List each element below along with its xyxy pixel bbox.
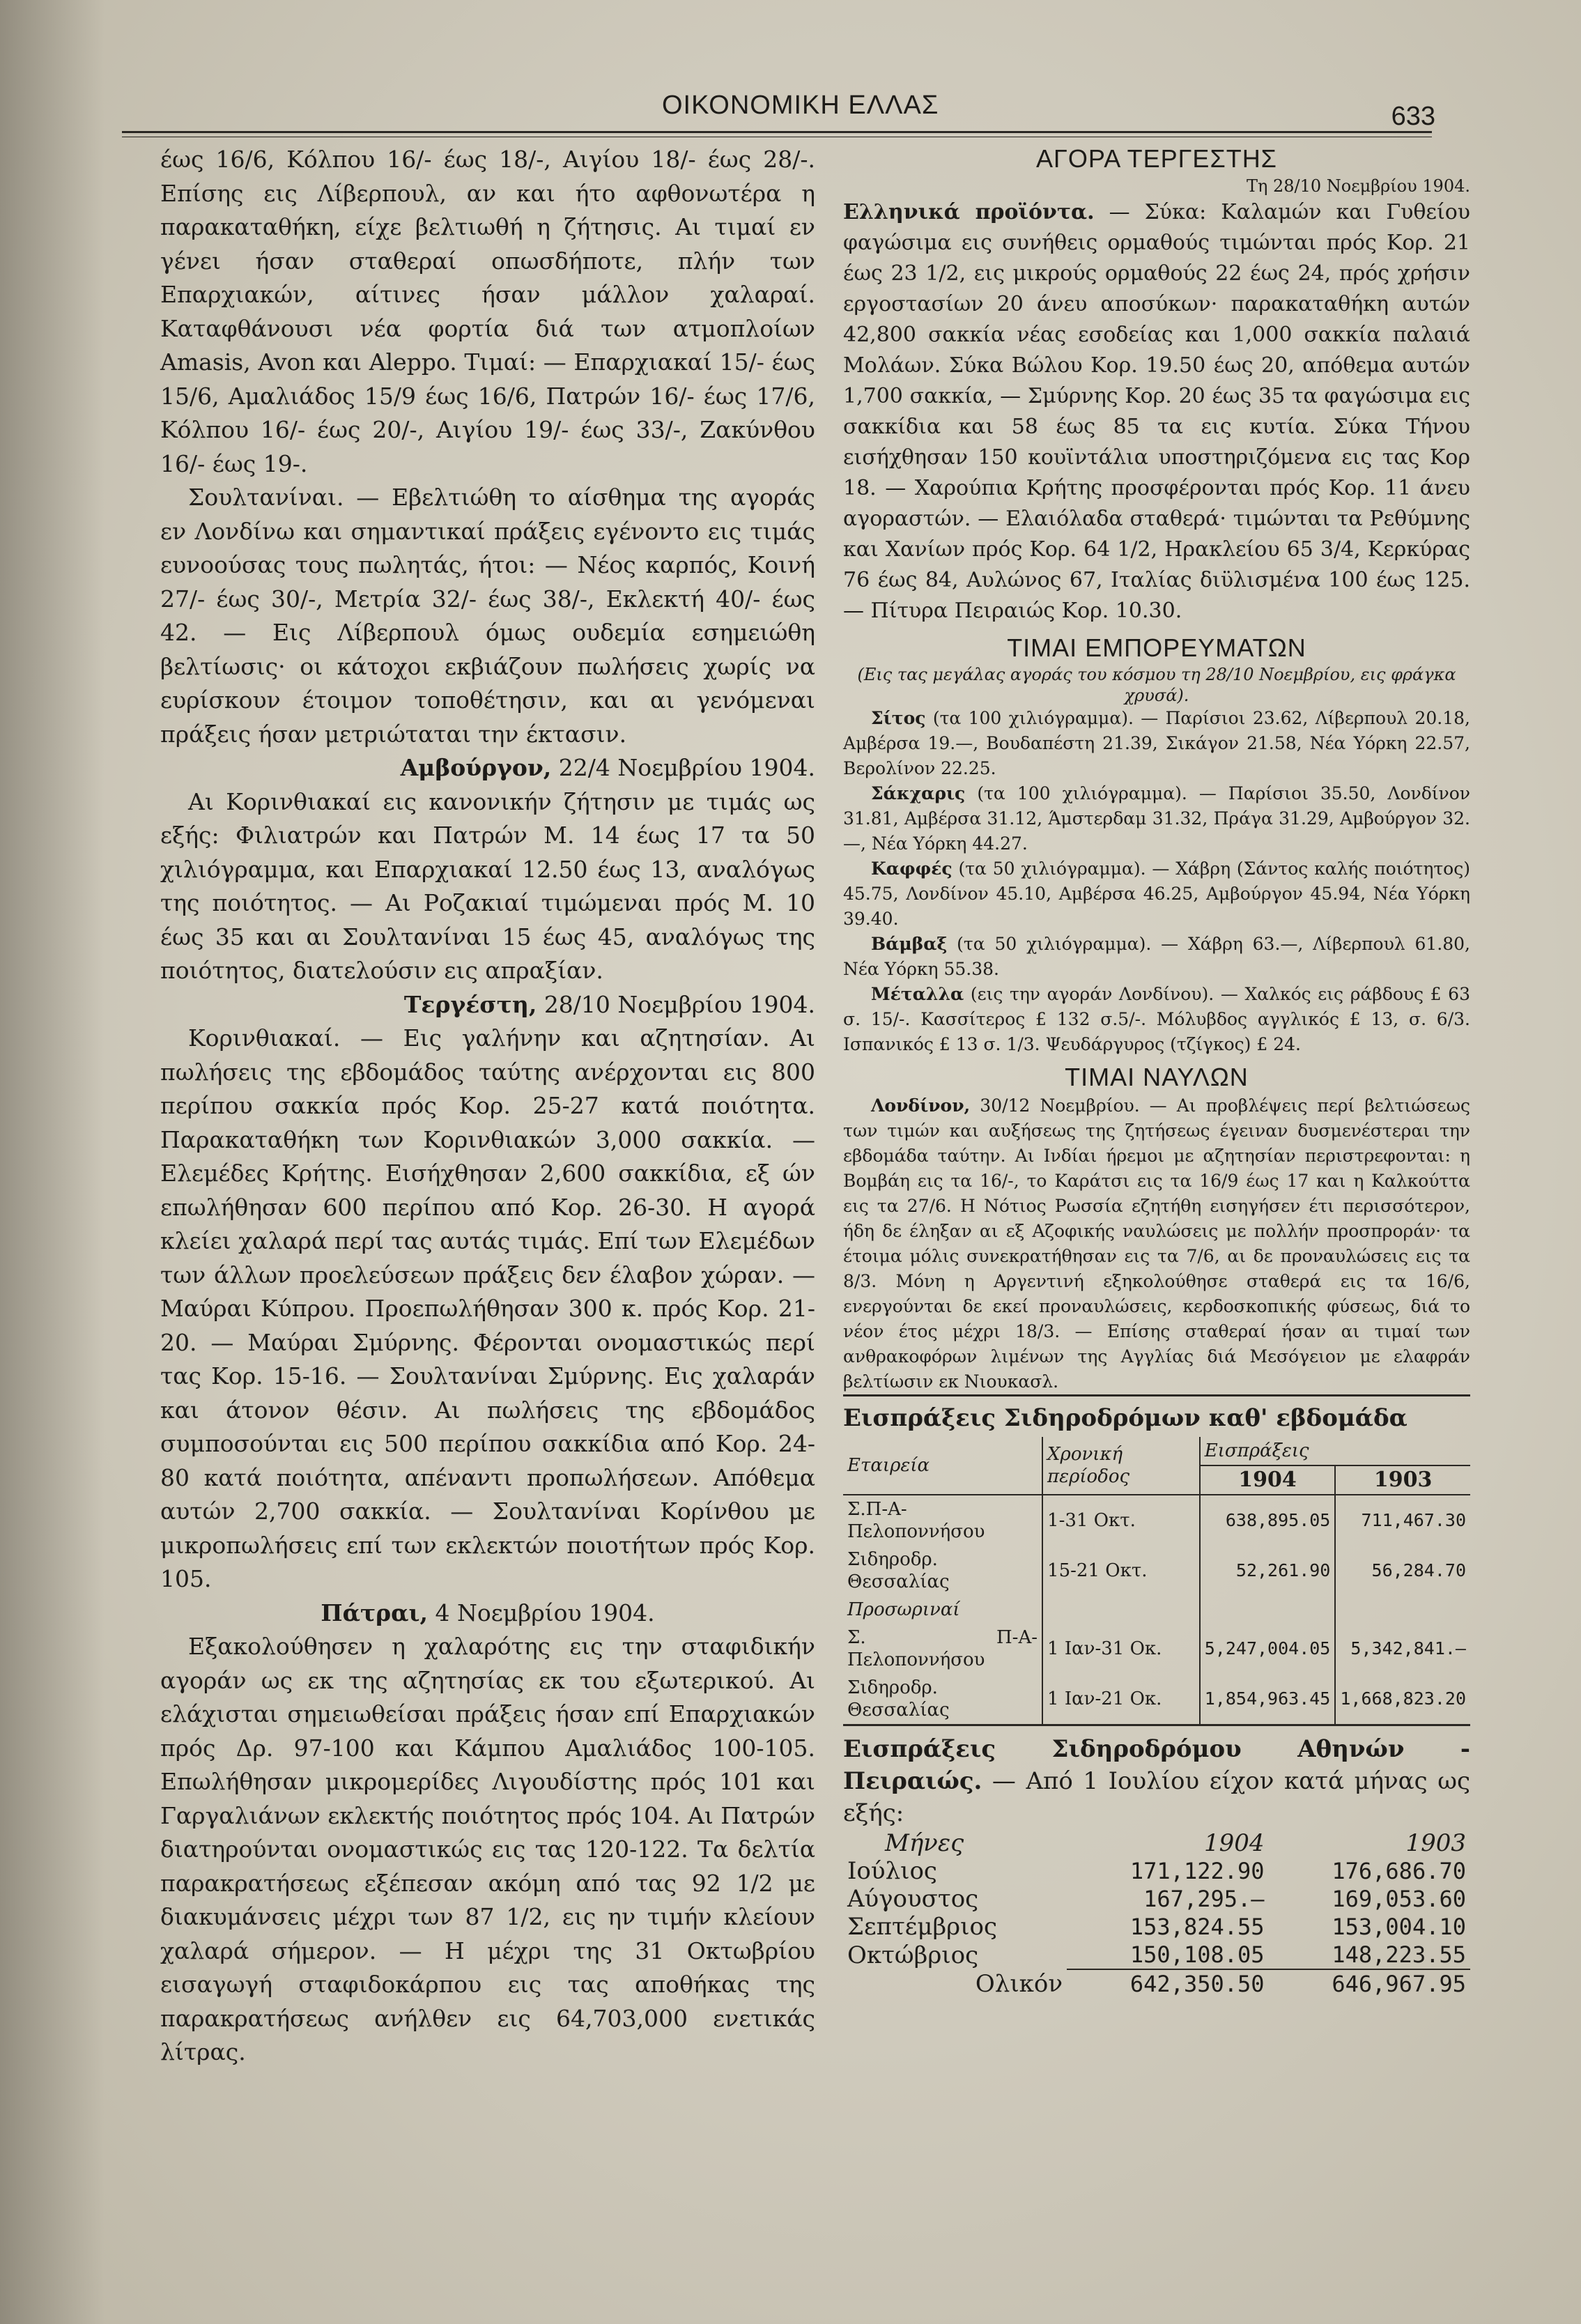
dateline [160,1596,815,1631]
column-header: Εισπράξεις [1200,1437,1470,1465]
commodity-text: (τα 100 χιλιόγραμμα). — Παρίσιοι 23.62, Λίβερπουλ 20.18, Αμβέρσα 19.—, Βουδαπέστη 21.39, Σικάγον 21.58, Νέα Υόρκη 22.57, Βερολίνον 22.25. [843,708,1470,778]
table-row [843,1495,1470,1546]
dateline-place: Αμβούργον, [400,754,552,781]
table-cell: 642,350.50 [1129,1971,1265,1997]
commodity-name: Βάμβαξ [871,934,948,954]
commodity-name: Σίτος [871,708,926,728]
athens-title-lead: Εισπράξεις Σιδηροδρόμου Αθηνών - Πειραιώς. [843,1735,1470,1795]
commodity-item [843,932,1470,982]
left-column [160,143,815,2070]
column-header: Χρονική περίοδος [1042,1437,1200,1495]
journal-title: ΟΙΚΟΝΟΜΙΚΗ ΕΛΛΑΣ [662,91,939,120]
table-cell: 1 Ιαν-31 Οκ. [1042,1624,1200,1674]
paragraph-lead: Ελληνικά προϊόντα. [843,200,1095,224]
commodity-text: (εις την αγοράν Λονδίνου). — Χαλκός εις ράβδους £ 63 σ. 15/-. Κασσίτερος £ 132 σ.5/-. Μόλυβδος αγγλικός £ 13, σ. 6/3. Ισπανικός £ 13 σ. 1/3. Ψευδάργυρος (τζίγκος) £ 24. [843,984,1470,1054]
column-header: 1903 [1405,1829,1466,1857]
paragraph: Εξακολούθησεν η χαλαρότης εις την σταφιδικήν αγοράν ως εκ της αζητησίας εκ του εξωτερικού. Αι ελάχισται σημειωθείσαι πράξεις ήσαν επί Επαρχιακών πρός Δρ. 97-100 και Κάμπου Αμαλιάδος 100-105. Επωλήθησαν μικρομερίδες Λιγουδίστης πρός 101 και Γαργαλιάνων εκλεκτής ποιότητος πρός 104. Αι Πατρών διατηρούνται ονομαστικώς εις τας 120-122. Τα δελτία παρακρατήσεως εξέπεσαν ακόμη από τας 92 1/2 με διακυμάνσεις μέχρι των 87 1/2, εις ην τιμήν κλείουν χαλαρά σήμερον. — Η μέχρι της 31 Οκτωβρίου εισαγωγή σταφιδοκάρπου εις τας αποθήκας της παρακρατήσεως ανήλθεν εις 64,703,000 ενετικάς λίτρας. [160,1633,815,2065]
right-column [843,143,1470,1998]
dateline-date: 28/10 Νοεμβρίου 1904. [543,990,815,1018]
commodity-item [843,856,1470,932]
table-cell: Ολικόν [975,1969,1063,1998]
athens-receipts-table [843,1829,1470,1998]
table-row [843,1857,1470,1885]
table-cell: 167,295.— [1143,1886,1265,1912]
column-header: 1903 [1335,1465,1470,1495]
table-cell: 1,854,963.45 [1200,1674,1336,1724]
table-subheading: Προσωριναί [847,1599,960,1620]
section-date: Τη 28/10 Νοεμβρίου 1904. [1246,176,1470,196]
table-cell: Σ. Π-Α-Πελοποννήσου [847,1627,1038,1670]
commodity-item [843,982,1470,1057]
paragraph-text: — Σύκα: Καλαμών και Γυθείου φαγώσιμα εις συνήθεις ορμαθούς τιμώνται πρός Κορ. 21 έως 23 1/2, εις μικρούς ορμαθούς 22 έως 24, πρός χρήσιν εργοστασίων 20 άνευ αποσύκων· παρακαταθήκη αυτών 42,800 σακκία νέας εσοδείας και 1,000 σακκία παλαιά Μολάων. Σύκα Βώλου Κορ. 19.50 έως 20, απόθεμα αυτών 1,700 σακκία, — Σμύρνης Κορ. 20 έως 35 τα φαγώσιμα εις σακκίδια και 58 έως 85 τα εις κυτία. Σύκα Τήνου εισήχθησαν 150 κουϊντάλια υποστηριζόμενα εις τας Κορ 18. — Χαρούπια Κρήτης προσφέρονται πρός Κορ. 11 άνευ αγοραστών. — Ελαιόλαδα σταθερά· τιμώνται τα Ρεθύμνης και Χανίων πρός Κορ. 64 1/2, Ηρακλείου 65 3/4, Κερκύρας 76 έως 84, Αυλώνος 67, Ιταλίας διϋλισμένα 100 έως 125. — Πίτυρα Πειραιώς Κορ. 10.30. [843,200,1471,623]
table-cell: Ιούλιος [847,1857,937,1885]
athens-title-text: — Από 1 Ιουλίου είχον κατά μήνας ως εξής: [843,1767,1470,1827]
table-row [843,1913,1470,1941]
section-heading: ΑΓΟΡΑ ΤΕΡΓΕΣΤΗΣ [1036,144,1277,173]
table-cell: Σιδηροδρ. Θεσσαλίας [847,1549,950,1592]
table-cell: 646,967.95 [1332,1971,1466,1997]
table-cell: 638,895.05 [1200,1495,1336,1546]
column-header: Μήνες [885,1829,964,1857]
table-header-row [843,1437,1470,1465]
table-row [843,1885,1470,1913]
dateline [160,988,815,1022]
table-row [843,1941,1470,1969]
table-total-row [843,1969,1470,1998]
paragraph [843,1093,1470,1394]
commodity-name: Σάκχαρις [871,783,966,803]
commodity-prices [843,706,1470,1057]
table-cell: 148,223.55 [1269,1941,1470,1969]
column-header: Εταιρεία [843,1437,1042,1495]
dateline-date: 4 Νοεμβρίου 1904. [435,1599,655,1626]
section-heading: ΤΙΜΑΙ ΕΜΠΟΡΕΥΜΑΤΩΝ [1007,633,1306,662]
table-cell: 56,284.70 [1335,1546,1470,1596]
commodity-item [843,706,1470,781]
table-cell: 5,247,004.05 [1200,1624,1336,1674]
section-note: (Εις τας μεγάλας αγοράς του κόσμου τη 28/10 Νοεμβρίου, εις φράγκα χρυσά). [857,665,1456,705]
table-cell: Οκτώβριος [847,1941,979,1969]
paragraph [843,197,1470,626]
table-cell: 52,261.90 [1200,1546,1336,1596]
paragraph-text: 30/12 Νοεμβρίου. — Αι προβλέψεις περί βελτιώσεως των τιμών και αυξήσεως της ζητήσεως έγειναν δυσμενέστεραι την εβδομάδα ταύτην. Αι Ινδίαι ήρεμοι με αζητησίαν περιστρεφονται: η Βομβάη εις τα 16/-, το Καράτσι εις τα 16/9 έως 17 και η Καλκούττα εις τα 27/6. Η Νότιος Ρωσσία εζητήθη εισηγήσεν έτι περισσότερον, ήδη δε έληξαν αι εξ Αζοφικής ναυλώσεις με πολλήν προσπροράν· τα έτοιμα μόλις συνεκρατήθησαν εις τα 7/6, αι δε προναυλώσεις εις τα 8/3. Μόνη η Αργεντινή εξηκολούθησε σταθερά εις τα 16/6, ενεργούνται δε εκεί προναυλώσεις, κερδοσκοπικής φύσεως, διά το νέον έτος μέχρι 18/3. — Επίσης σταθεραί ήσαν αι τιμαί των ανθρακοφόρων λιμένων της Αγγλίας διά Μεσόγειον με ελαφράν βελτίωσιν εκ Νιουκασλ. [843,1095,1470,1392]
section-heading: ΤΙΜΑΙ ΝΑΥΛΩΝ [1065,1063,1249,1091]
table-cell: 153,824.55 [1129,1914,1265,1940]
table-cell: 1 Ιαν-21 Οκ. [1042,1674,1200,1724]
table-row [843,1624,1470,1674]
table-cell: Σιδηροδρ. Θεσσαλίας [847,1677,950,1721]
commodity-text: (τα 100 χιλιόγραμμα). — Παρίσιοι 35.50, Λονδίνον 31.81, Αμβέρσα 31.12, Άμστερδαμ 31.32, Πράγα 31.29, Αμβούργον 32.—, Νέα Υόρκη 44.27. [843,783,1470,854]
table-cell: 15-21 Οκτ. [1042,1546,1200,1596]
paragraph: Κορινθιακαί. — Εις γαλήνην και αζητησίαν. Αι πωλήσεις της εβδομάδος ταύτης ανέρχονται εις 800 περίπου σακκία πρός Κορ. 25-27 κατά ποιότητα. Παρακαταθήκη των Κορινθιακών 3,000 σακκία. — Ελεμέδες Κρήτης. Εισήχθησαν 2,600 σακκίδια, εξ ών επωλήθησαν 600 περίπου από Κορ. 26-30. Η αγορά κλείει χαλαρά περί τας αυτάς τιμάς. Επί των Ελεμέδων των άλλων προελεύσεων πράξεις δεν έλαβον χώραν. — Μαύραι Κύπρου. Προεπωλήθησαν 300 κ. πρός Κορ. 21-20. — Μαύραι Σμύρνης. Φέρονται ονομαστικώς περί τας Κορ. 15-16. — Σουλτανίναι Σμύρνης. Εις χαλαράν και άτονον θέσιν. Αι πωλήσεις της εβδομάδος συμποσούνται εις 500 περίπου σακκίδια από Κορ. 24-80 κατά ποιότητα, απέναντι προπωλήσεων. Απόθεμα αυτών 2,700 σακκία. — Σουλτανίναι Κορίνθου με μικροπωλήσεις επί των εκλεκτών ποιοτήτων πρός Κορ. 105. [160,1024,815,1592]
table-cell: 153,004.10 [1332,1914,1466,1940]
table-row [843,1546,1470,1596]
page-binding-shadow [0,0,105,2324]
paragraph: Σουλτανίναι. — Εβελτιώθη το αίσθημα της αγοράς εν Λονδίνω και σημαντικαί πράξεις εγένοντο εις τιμάς ευνοούσας τους πωλητάς, ήτοι: — Νέος καρπός, Κοινή 27/- έως 30/-, Μετρία 32/- έως 38/-, Εκλεκτή 40/- έως 42. — Εις Λίβερπουλ όμως ουδεμία εσημειώθη βελτίωσις· οι κάτοχοι εκβιάζουν πωλήσεις χωρίς να ευρίσκουν έτοιμον τοποθέτησιν, και αι γενόμεναι πράξεις ήσαν μετριώταται την έκτασιν. [160,484,815,748]
railway-table-title: Εισπράξεις Σιδηροδρόμων καθ' εβδομάδα [843,1394,1470,1434]
table-row [843,1674,1470,1724]
table-row [843,1596,1470,1624]
table-cell: 1-31 Οκτ. [1042,1495,1200,1546]
commodity-item [843,781,1470,856]
commodity-name: Μέταλλα [871,984,964,1004]
header-rule [122,131,1432,137]
table-cell: Σ.Π-Α-Πελοποννήσου [847,1499,985,1542]
table-cell: Σεπτέμβριος [847,1913,998,1941]
paragraph: Αι Κορινθιακαί εις κανονικήν ζήτησιν με τιμάς ως εξής: Φιλιατρών και Πατρών Μ. 14 έως 17 τα 50 χιλιόγραμμα, και Επαρχιακαί 12.50 έως 13, αναλόγως της ποιότητος. — Αι Ροζακιαί τιμώμεναι πρός Μ. 10 έως 35 και αι Σουλτανίναι 15 έως 45, αναλόγως της ποιότητος, διατελούσιν εις απραξίαν. [160,787,815,984]
page-number: 633 [1391,102,1435,131]
dateline-place: Τεργέστη, [403,990,537,1018]
railway-receipts-table [843,1437,1470,1724]
column-header: 1904 [1204,1829,1265,1857]
table-cell: 176,686.70 [1332,1858,1466,1884]
athens-table-title [843,1724,1470,1829]
table-cell: 711,467.30 [1335,1495,1470,1546]
table-cell: 150,108.05 [1067,1941,1268,1969]
paragraph: έως 16/6, Κόλπου 16/- έως 18/-, Αιγίου 18/- έως 28/-. Επίσης εις Λίβερπουλ, αν και ήτο αφθονωτέρα η παρακαταθήκη, είχε βελτιωθή η ζήτησις. Αι τιμαί εν γένει ήσαν σταθεραί οπωσδήποτε, πλήν των Επαρχιακών, αίτινες ήσαν μάλλον χαλαραί. Καταφθάνουσι νέα φορτία διά των ατμοπλοίων Amasis, Avon και Aleppo. Τιμαί: — Επαρχιακαί 15/- έως 15/6, Αμαλιάδος 15/9 έως 16/6, Πατρών 16/- έως 17/6, Κόλπου 16/- έως 20/-, Αιγίου 19/- έως 33/-, Ζακύνθου 16/- έως 19-. [160,146,815,477]
dateline [160,751,815,785]
commodity-name: Καφφές [871,859,953,879]
table-cell: Αύγουστος [847,1885,979,1913]
commodity-text: (τα 50 χιλιόγραμμα). — Χάβρη 63.—, Λίβερπουλ 61.80, Νέα Υόρκη 55.38. [843,934,1470,979]
table-header-row [843,1829,1470,1857]
dateline-date: 22/4 Νοεμβρίου 1904. [558,754,815,781]
page-header [118,77,1435,132]
paragraph-lead: Λονδίνον, [871,1095,971,1116]
table-cell: 171,122.90 [1129,1858,1265,1884]
dateline-place: Πάτραι, [321,1599,428,1626]
column-header: 1904 [1200,1465,1336,1495]
table-cell: 169,053.60 [1332,1886,1466,1912]
table-cell: 5,342,841.— [1335,1624,1470,1674]
commodity-text: (τα 50 χιλιόγραμμα). — Χάβρη (Σάντος καλής ποιότητος) 45.75, Λονδίνον 45.10, Αμβέρσα 46.25, Αμβούργον 45.94, Νέα Υόρκη 39.40. [843,859,1470,929]
table-cell: 1,668,823.20 [1335,1674,1470,1724]
